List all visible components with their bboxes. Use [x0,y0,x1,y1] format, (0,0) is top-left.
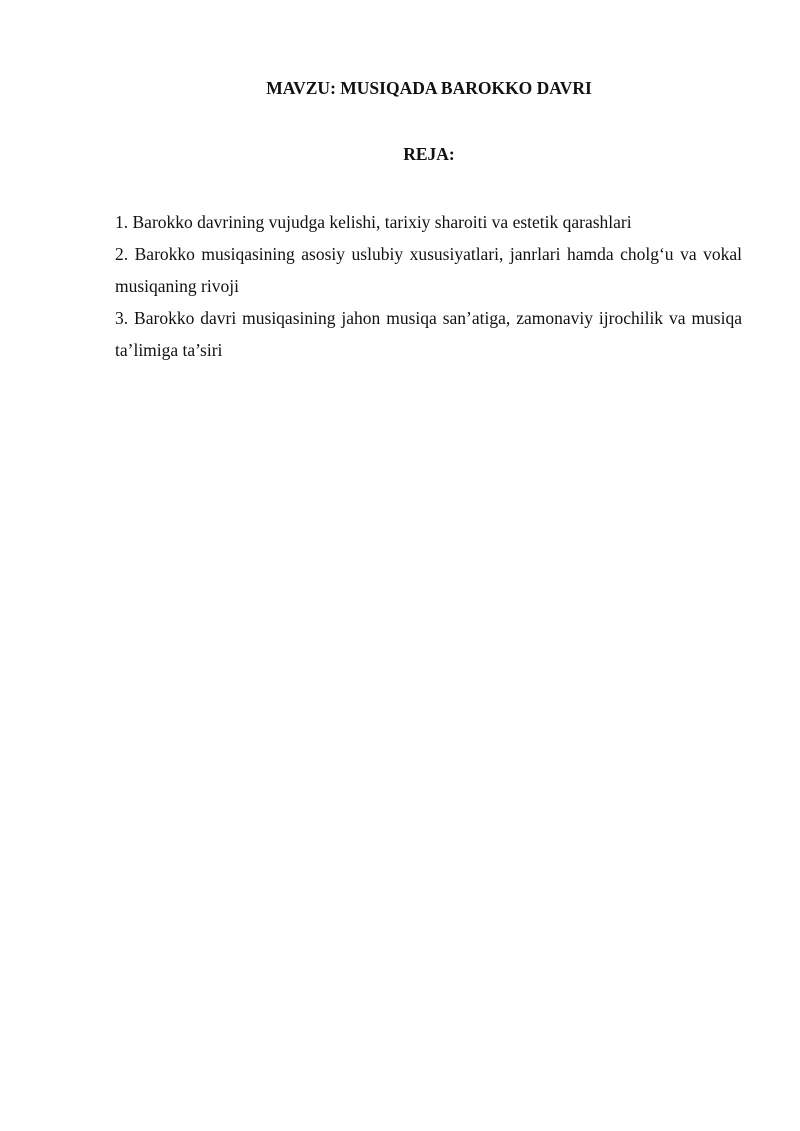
plan-item: 3. Barokko davri musiqasining jahon musiqa san’atiga, zamonaviy ijrochilik va musiqa ta’limiga ta’siri [115,308,742,360]
plan-list [115,206,742,366]
plan-item: 2. Barokko musiqasining asosiy uslubiy xususiyatlari, janrlari hamda cholg‘u va vokal musiqaning rivoji [115,244,742,296]
plan-heading: REJA: [403,144,455,164]
plan-item: 1. Barokko davrining vujudga kelishi, tarixiy sharoiti va estetik qarashlari [115,212,632,232]
document-title: MAVZU: MUSIQADA BAROKKO DAVRI [266,78,592,98]
